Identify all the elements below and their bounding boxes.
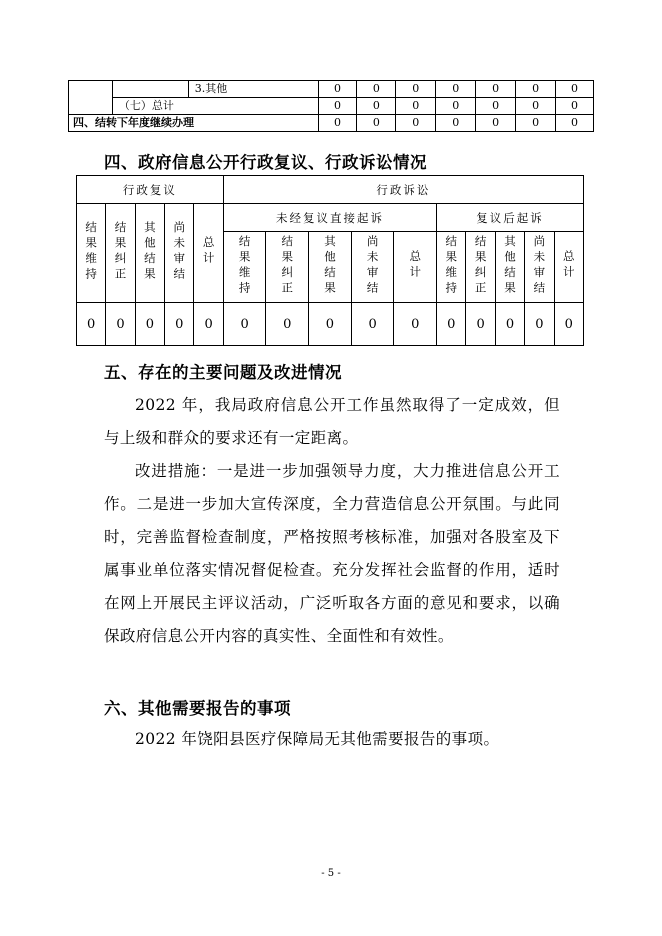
column-header: 总计 [194, 204, 223, 303]
column-header: 结果纠正 [466, 232, 495, 303]
lawsuit-header: 行政诉讼 [223, 176, 583, 204]
table-row: 0 0 0 0 0 0 0 0 0 0 0 0 0 0 0 [77, 303, 584, 346]
column-header: 结果维持 [77, 204, 106, 303]
table-row: 四、结转下年度继续办理 0 0 0 0 0 0 0 [69, 115, 594, 132]
column-header: 其他结果 [135, 204, 164, 303]
section-6-heading: 六、其他需要报告的事项 [104, 699, 291, 718]
column-header: 结果维持 [223, 232, 266, 303]
page-number: - 5 - [321, 868, 341, 879]
improvements-paragraph: 改进措施：一是进一步加强领导力度，大力推进信息公开工作。二是进一步加大宣传深度，全力营造信息公开氛围。与此同时，完善监督检查制度，严格按照考核标准，加强对各股室及下属事业单位落实情况督促检查。充分发挥社会监督的作用，适时在网上开展民主评议活动，广泛听取各方面的意见和要求，以确保政府信息公开内容的真实性、全面性和有效性。 [104, 462, 560, 645]
row-label: （七）总计 [112, 98, 318, 115]
column-header: 尚未审结 [165, 204, 194, 303]
table-row: 3.其他 0 0 0 0 0 0 0 [69, 81, 594, 98]
other-matters-paragraph: 2022 年饶阳县医疗保障局无其他需要报告的事项。 [135, 730, 500, 748]
row-label: 3.其他 [188, 81, 318, 98]
column-header: 总计 [394, 232, 437, 303]
column-header: 尚未审结 [351, 232, 394, 303]
column-header: 总计 [554, 232, 583, 303]
direct-lawsuit-header: 未经复议直接起诉 [223, 204, 436, 232]
review-header: 行政复议 [77, 176, 224, 204]
column-header: 其他结果 [495, 232, 524, 303]
problems-paragraph: 2022 年，我局政府信息公开工作虽然取得了一定成效，但与上级和群众的要求还有一定距离。 [104, 396, 560, 447]
after-review-header: 复议后起诉 [437, 204, 584, 232]
column-header: 尚未审结 [525, 232, 554, 303]
section-5-heading: 五、存在的主要问题及改进情况 [104, 363, 342, 382]
column-header: 结果纠正 [106, 204, 135, 303]
statistics-table-continued [68, 80, 594, 132]
table-header-row [77, 176, 584, 204]
table-header-row [77, 204, 584, 232]
column-header: 其他结果 [309, 232, 352, 303]
column-header: 结果纠正 [266, 232, 309, 303]
section-4-heading: 四、政府信息公开行政复议、行政诉讼情况 [104, 153, 427, 172]
table-row: （七）总计 0 0 0 0 0 0 0 [69, 98, 594, 115]
column-header: 结果维持 [437, 232, 466, 303]
row-label: 四、结转下年度继续办理 [69, 115, 319, 132]
review-lawsuit-table [76, 175, 584, 346]
